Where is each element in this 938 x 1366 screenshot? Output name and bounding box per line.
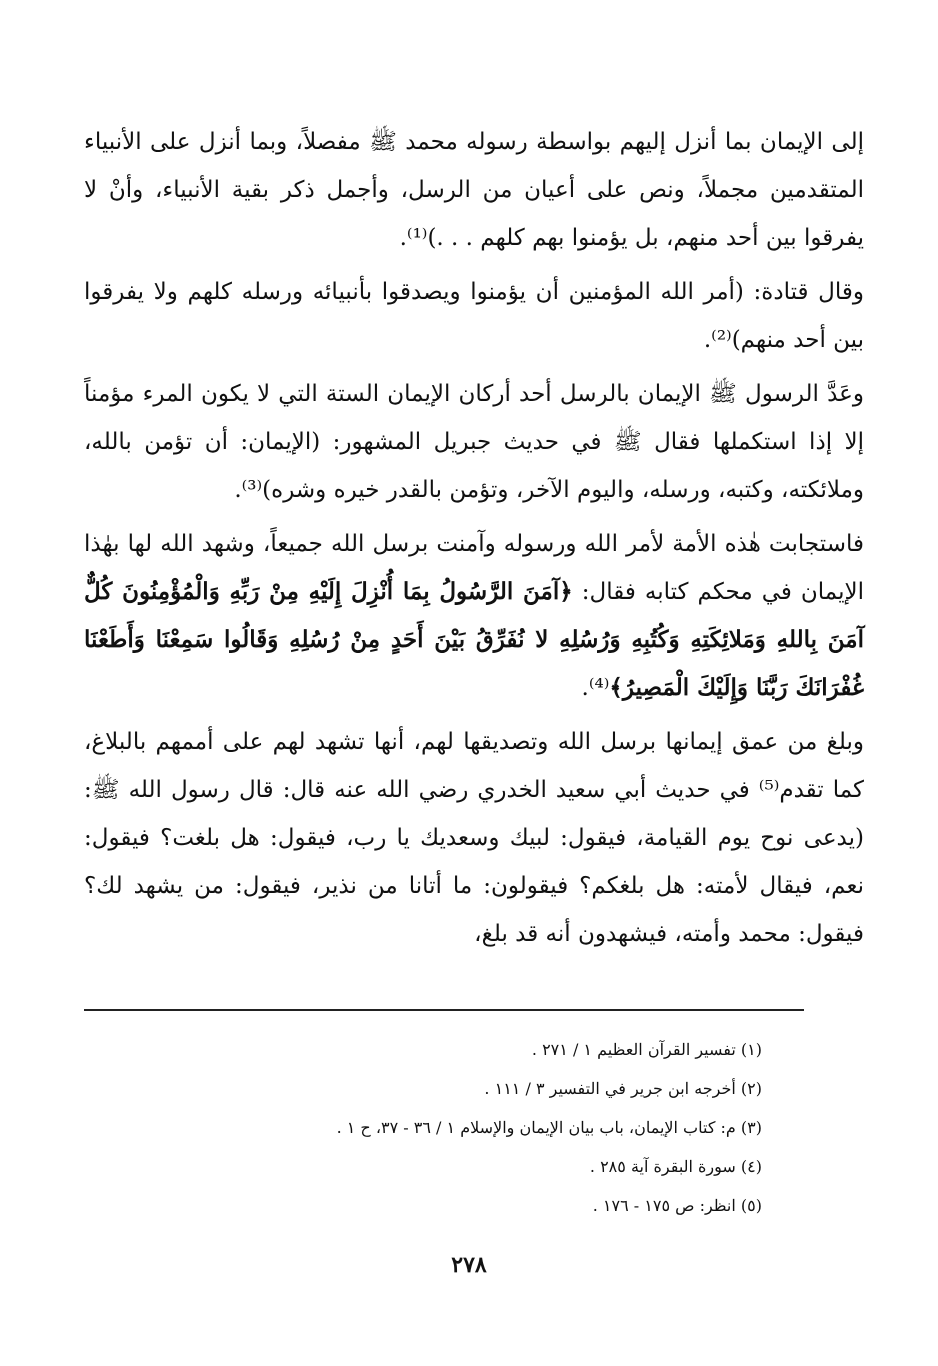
footnote-divider [84, 1009, 804, 1011]
footnote-1: (١) تفسير القرآن العظيم ١ / ٢٧١ . [531, 1040, 762, 1059]
footnote-3: (٣) م: كتاب الإيمان، باب بيان الإيمان والإسلام ١ / ٣٦ - ٣٧، ح ١ . [336, 1118, 762, 1137]
footnote-2: (٢) أخرجه ابن جرير في التفسير ٣ / ١١١ . [484, 1079, 762, 1098]
paragraph-3: وعَدَّ الرسول ﷺ الإيمان بالرسل أحد أركان الإيمان الستة التي لا يكون المرء مؤمناً إلا إذا استكملها فقال ﷺ في حديث جبريل المشهور: (الإيمان: أن تؤمن بالله، وملائكته، وكتبه، ورسله، واليوم الآخر، وتؤمن بالقدر خيره وشره)⁽³⁾. [84, 381, 864, 503]
footnote-5: (٥) انظر: ص ١٧٥ - ١٧٦ . [592, 1196, 762, 1215]
footnote-4: (٤) سورة البقرة آية ٢٨٥ . [589, 1157, 762, 1176]
main-text [84, 118, 864, 958]
paragraph-5: وبلغ من عمق إيمانها برسل الله وتصديقها لهم، أنها تشهد لهم على أممهم بالبلاغ، كما تقدم⁽⁵⁾ في حديث أبي سعيد الخدري رضي الله عنه قال: قال رسول الله ﷺ: (يدعى نوح يوم القيامة، فيقول: لبيك وسعديك يا رب، فيقول: هل بلغت؟ فيقول: نعم، فيقال لأمته: هل بلغكم؟ فيقولون: ما أتانا من نذير، فيقول: من يشهد لك؟ فيقول: محمد وأمته، فيشهدون أنه قد بلغ، [84, 729, 864, 947]
quran-verse: ﴿آمَنَ الرَّسُولُ بِمَا أُنْزِلَ إِلَيْهِ مِنْ رَبِّهِ وَالْمُؤْمِنُونَ كُلٌّ آمَنَ بِاللهِ وَمَلائِكَتِهِ وَكُتُبِهِ وَرُسُلِهِ لا نُفَرِّقُ بَيْنَ أَحَدٍ مِنْ رُسُلِهِ وَقَالُوا سَمِعْنَا وَأَطَعْنَا غُفْرَانَكَ رَبَّنَا وَإِلَيْكَ الْمَصِيرُ﴾ [84, 578, 864, 701]
footnotes [100, 1030, 762, 1225]
page-number: ٢٧٨ [451, 1252, 487, 1278]
paragraph-1: إلى الإيمان بما أنزل إليهم بواسطة رسوله محمد ﷺ مفصلاً، وبما أنزل على الأنبياء المتقدمين مجملاً، ونص على أعيان من الرسل، وأجمل ذكر بقية الأنبياء، وأنْ لا يفرقوا بين أحد منهم، بل يؤمنوا بهم كلهم . . .)⁽¹⁾. [84, 129, 864, 251]
paragraph-2: وقال قتادة: (أمر الله المؤمنين أن يؤمنوا ويصدقوا بأنبيائه ورسله كلهم ولا يفرقوا بين أحد منهم)⁽²⁾. [84, 279, 864, 353]
paragraph-4 [84, 520, 864, 712]
paragraph-4-intro: فاستجابت هٰذه الأمة لأمر الله ورسوله وآمنت برسل الله جميعاً، وشهد الله لها بهٰذا الإيمان في محكم كتابه فقال: [84, 531, 864, 605]
footnote-ref-4: ⁽⁴⁾. [581, 675, 610, 701]
